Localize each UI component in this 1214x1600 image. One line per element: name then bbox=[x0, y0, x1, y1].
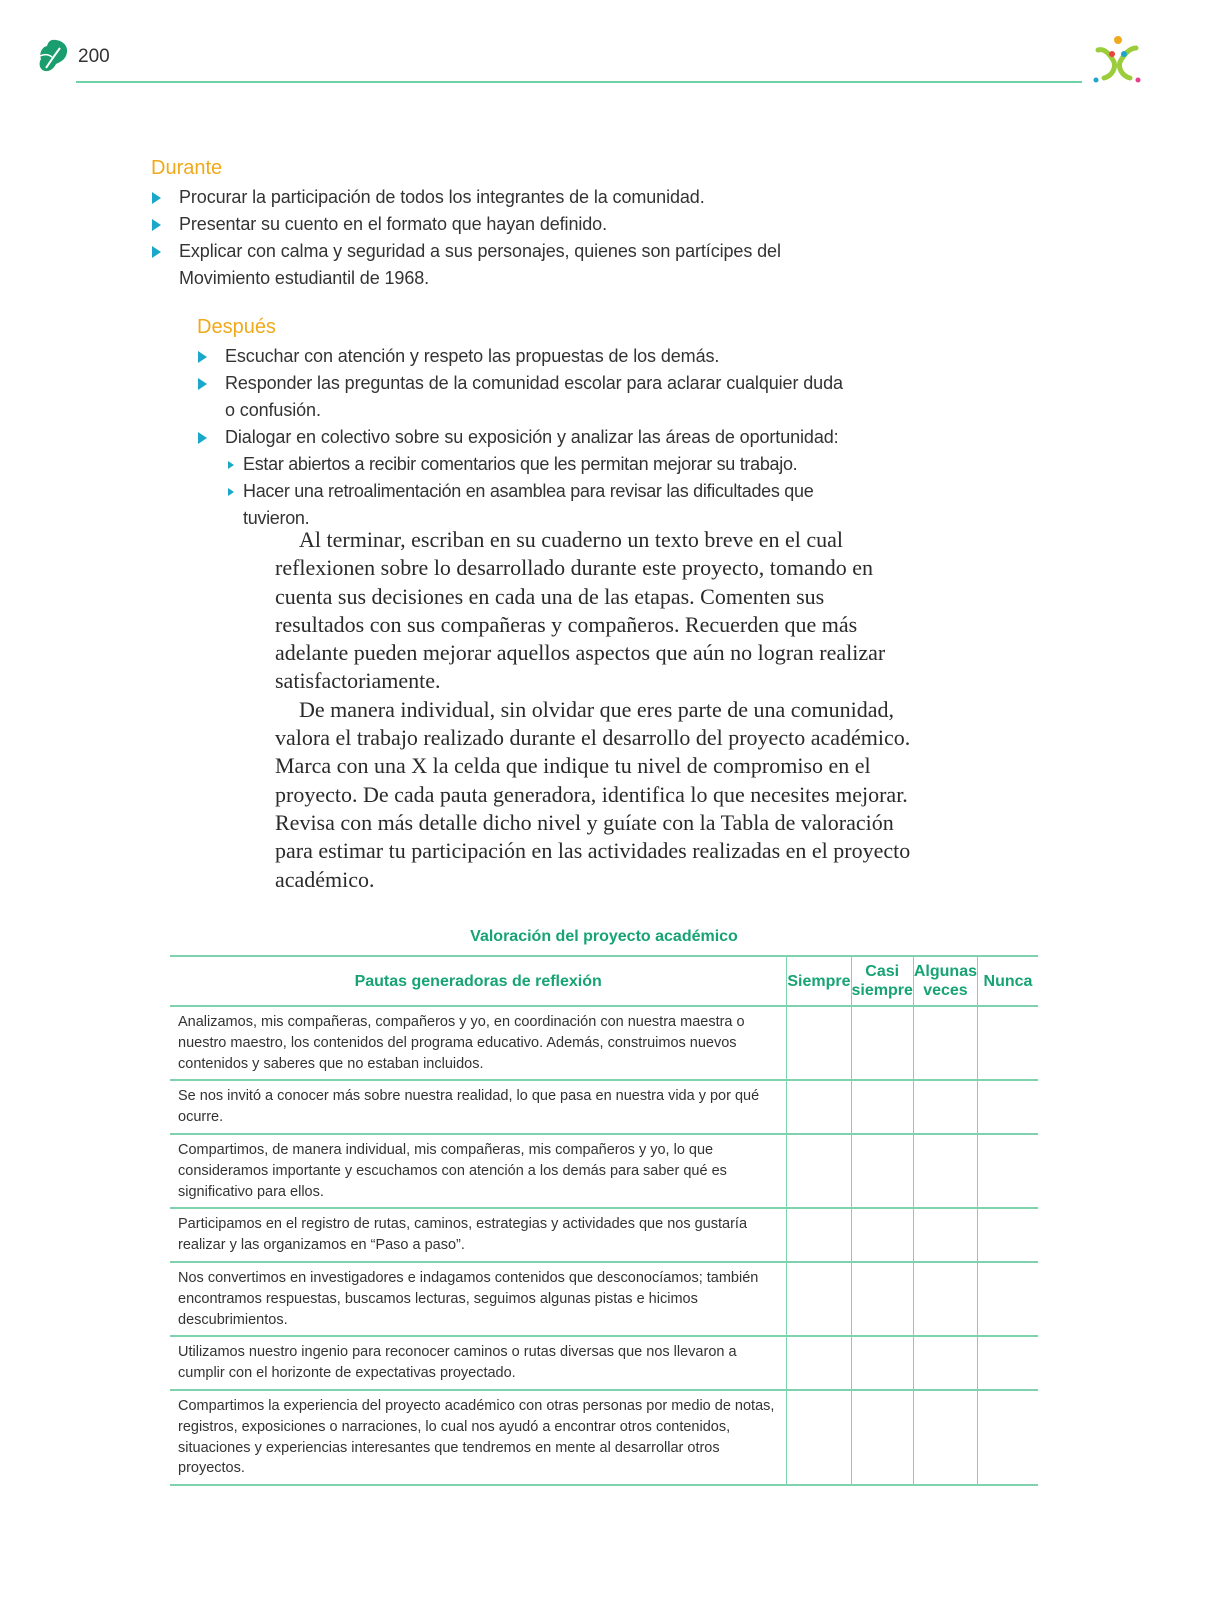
cell-casi-siempre[interactable] bbox=[851, 1336, 913, 1390]
bullet-arrow-icon bbox=[198, 378, 207, 390]
pauta-text: Nos convertimos en investigadores e indagamos contenidos que desconocíamos; también encontramos respuestas, buscamos lecturas, seguimos algunas pistas e hicimos descubrimientos. bbox=[170, 1262, 787, 1336]
cell-casi-siempre[interactable] bbox=[851, 1390, 913, 1485]
cell-siempre[interactable] bbox=[787, 1262, 851, 1336]
header-algunas-veces: Algunas veces bbox=[913, 956, 977, 1006]
despues-list bbox=[197, 343, 877, 532]
bullet-arrow-icon bbox=[152, 219, 161, 231]
body-text bbox=[275, 526, 915, 894]
cell-casi-siempre[interactable] bbox=[851, 1134, 913, 1208]
cell-nunca[interactable] bbox=[978, 1390, 1039, 1485]
header-siempre: Siempre bbox=[787, 956, 851, 1006]
cell-siempre[interactable] bbox=[787, 1336, 851, 1390]
evaluation-table bbox=[170, 955, 1038, 1486]
cell-siempre[interactable] bbox=[787, 1390, 851, 1485]
list-item: Explicar con calma y seguridad a sus personajes, quienes son partícipes del Movimiento estudiantil de 1968. bbox=[151, 238, 791, 292]
pauta-text: Analizamos, mis compañeras, compañeros y yo, en coordinación con nuestra maestra o nuestro maestro, los contenidos del programa educativo. Además, construimos nuevos contenidos y saberes que no estaban incluidos. bbox=[170, 1006, 787, 1080]
list-item: Escuchar con atención y respeto las propuestas de los demás. bbox=[197, 343, 877, 370]
cell-siempre[interactable] bbox=[787, 1208, 851, 1262]
section-title-despues: Después bbox=[197, 316, 276, 338]
cell-algunas-veces[interactable] bbox=[913, 1134, 977, 1208]
table-title: Valoración del proyecto académico bbox=[470, 928, 738, 945]
bullet-arrow-icon bbox=[152, 246, 161, 258]
header-pautas: Pautas generadoras de reflexión bbox=[170, 956, 787, 1006]
cell-siempre[interactable] bbox=[787, 1080, 851, 1134]
header-divider bbox=[76, 81, 1082, 83]
cell-casi-siempre[interactable] bbox=[851, 1080, 913, 1134]
cell-algunas-veces[interactable] bbox=[913, 1390, 977, 1485]
table-header-row bbox=[170, 956, 1038, 1006]
despues-sub-list bbox=[225, 451, 877, 532]
cell-casi-siempre[interactable] bbox=[851, 1006, 913, 1080]
pauta-text: Compartimos, de manera individual, mis compañeras, mis compañeros y yo, lo que consideramos importante y escuchamos con atención a los demás para saber qué es significativo para ellos. bbox=[170, 1134, 787, 1208]
sub-bullet-arrow-icon bbox=[228, 488, 234, 496]
section-title-durante: Durante bbox=[151, 157, 223, 179]
cell-algunas-veces[interactable] bbox=[913, 1080, 977, 1134]
cell-nunca[interactable] bbox=[978, 1134, 1039, 1208]
cell-algunas-veces[interactable] bbox=[913, 1006, 977, 1080]
cell-nunca[interactable] bbox=[978, 1262, 1039, 1336]
cell-algunas-veces[interactable] bbox=[913, 1262, 977, 1336]
cell-casi-siempre[interactable] bbox=[851, 1208, 913, 1262]
paragraph-instructions: De manera individual, sin olvidar que eres parte de una comunidad, valora el trabajo realizado durante el desarrollo del proyecto académico. Marca con una X la celda que indique tu nivel de compromiso en el proyecto. De cada pauta generadora, identifica lo que necesites mejorar. Revisa con más detalle dicho nivel y guíate con la Tabla de valoración para estimar tu participación en las actividades realizadas en el proyecto académico. bbox=[275, 696, 911, 892]
table-row bbox=[170, 1336, 1038, 1390]
header-casi-siempre: Casi siempre bbox=[851, 956, 913, 1006]
cell-casi-siempre[interactable] bbox=[851, 1262, 913, 1336]
cell-nunca[interactable] bbox=[978, 1080, 1039, 1134]
pauta-text: Participamos en el registro de rutas, caminos, estrategias y actividades que nos gustaría realizar y las organizamos en “Paso a paso”. bbox=[170, 1208, 787, 1262]
sub-bullet-arrow-icon bbox=[228, 461, 234, 469]
durante-list bbox=[151, 184, 791, 292]
table-row bbox=[170, 1208, 1038, 1262]
list-item: Responder las preguntas de la comunidad escolar para aclarar cualquier duda o confusión. bbox=[197, 370, 847, 424]
cell-siempre[interactable] bbox=[787, 1006, 851, 1080]
cell-algunas-veces[interactable] bbox=[913, 1208, 977, 1262]
table-row bbox=[170, 1262, 1038, 1336]
pauta-text: Utilizamos nuestro ingenio para reconocer caminos o rutas diversas que nos llevaron a cumplir con el horizonte de expectativas proyectado. bbox=[170, 1336, 787, 1390]
pauta-text: Compartimos la experiencia del proyecto académico con otras personas por medio de notas, registros, exposiciones o narraciones, lo cual nos ayudó a encontrar otros contenidos, situaciones y experiencias interesantes que tendremos en mente al desarrollar otros proyectos. bbox=[170, 1390, 787, 1485]
sub-list-item: Hacer una retroalimentación en asamblea para revisar las dificultades que tuvieron. bbox=[225, 478, 877, 532]
bullet-arrow-icon bbox=[198, 432, 207, 444]
cell-nunca[interactable] bbox=[978, 1208, 1039, 1262]
cell-siempre[interactable] bbox=[787, 1134, 851, 1208]
table-row bbox=[170, 1390, 1038, 1485]
bullet-arrow-icon bbox=[152, 192, 161, 204]
pauta-text: Se nos invitó a conocer más sobre nuestra realidad, lo que pasa en nuestra vida y por qué ocurre. bbox=[170, 1080, 787, 1134]
logo-icon bbox=[1090, 34, 1144, 84]
list-item: Presentar su cuento en el formato que hayan definido. bbox=[151, 211, 791, 238]
list-item: Procurar la participación de todos los integrantes de la comunidad. bbox=[151, 184, 791, 211]
sub-list-item: Estar abiertos a recibir comentarios que les permitan mejorar su trabajo. bbox=[225, 451, 877, 478]
table-row bbox=[170, 1006, 1038, 1080]
leaf-icon bbox=[36, 38, 70, 74]
list-item: Dialogar en colectivo sobre su exposición y analizar las áreas de oportunidad: Estar abiertos a recibir comentarios que les permitan mejorar su trabajo. Hacer una retroalimentación en asamblea para revisar las dificultades que tuvieron. bbox=[197, 424, 877, 532]
cell-nunca[interactable] bbox=[978, 1006, 1039, 1080]
cell-nunca[interactable] bbox=[978, 1336, 1039, 1390]
table-row bbox=[170, 1080, 1038, 1134]
paragraph-reflection: Al terminar, escriban en su cuaderno un texto breve en el cual reflexionen sobre lo desarrollado durante este proyecto, tomando en cuenta sus decisiones en cada una de las etapas. Comenten sus resultados con sus compañeras y compañeros. Recuerden que más adelante pueden mejorar aquellos aspectos que aún no logran realizar satisfactoriamente. bbox=[275, 527, 886, 694]
page-number: 200 bbox=[78, 46, 110, 67]
bullet-arrow-icon bbox=[198, 351, 207, 363]
table-row bbox=[170, 1134, 1038, 1208]
cell-algunas-veces[interactable] bbox=[913, 1336, 977, 1390]
header-nunca: Nunca bbox=[978, 956, 1039, 1006]
